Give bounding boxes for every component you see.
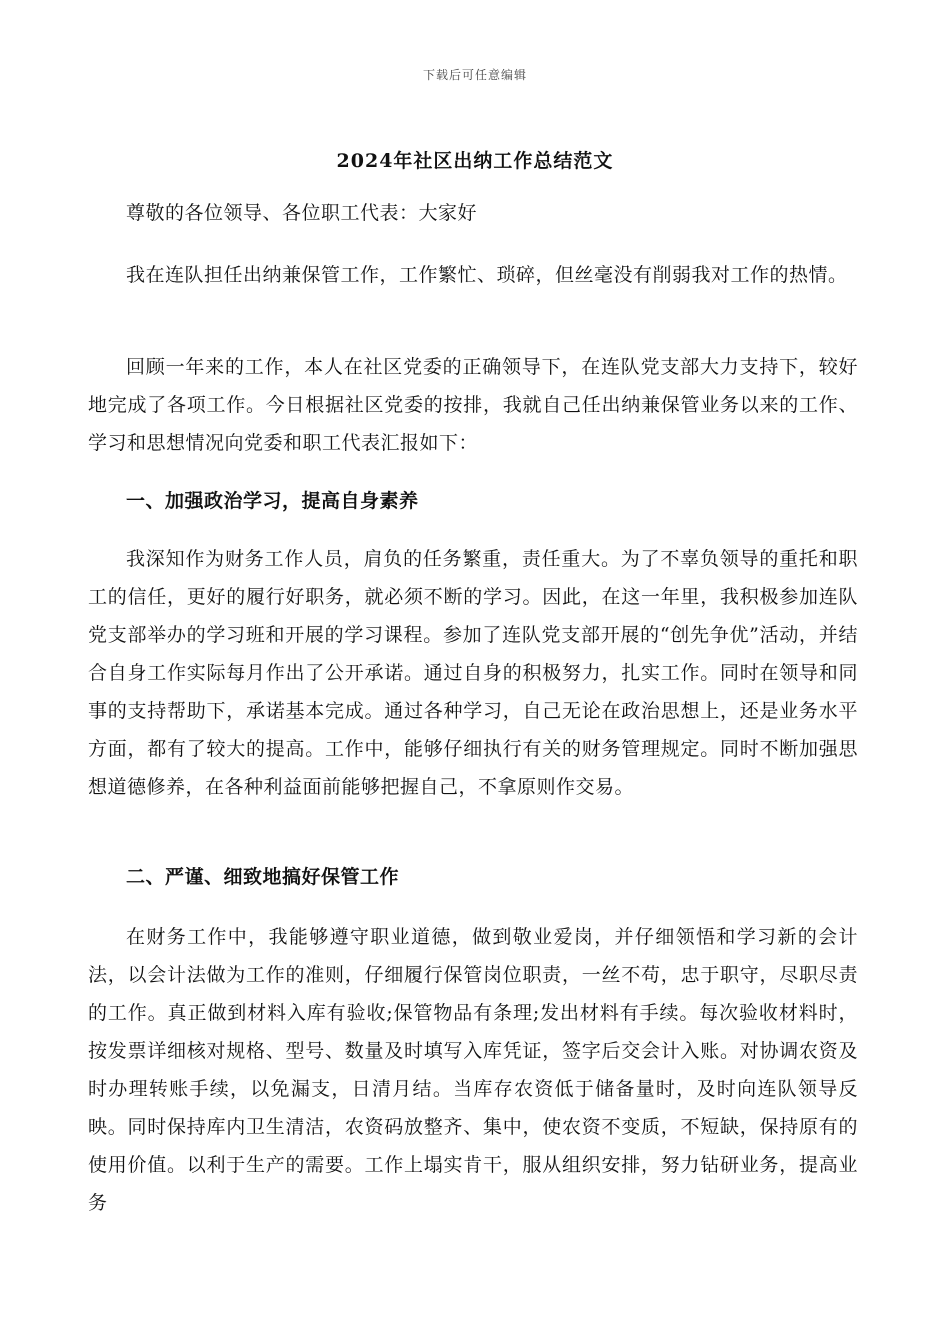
section-heading-1: 一、加强政治学习，提高自身素养 bbox=[126, 490, 419, 512]
document-title: 2024年社区出纳工作总结范文 bbox=[336, 150, 614, 172]
paragraph-custody-work: 在财务工作中，我能够遵守职业道德，做到敬业爱岗，并仔细领悟和学习新的会计法，以会计法做为工作的准则，仔细履行保管岗位职责，一丝不苟，忠于职守，尽职尽责的工作。真正做到材料入库有验收;保管物品有条理;发出材料有手续。每次验收材料时，按发票详细核对规格、型号、数量及时填写入库凭证，签字后交会计入账。对协调农资及时办理转账手续，以免漏支，日清月结。当库存农资低于储备量时，及时向连队领导反映。同时保持库内卫生清洁，农资码放整齐、集中，使农资不变质，不短缺，保持原有的使用价值。以利于生产的需要。工作上塌实肯干，服从组织安排，努力钻研业务，提高业务 bbox=[88, 926, 858, 1214]
paragraph-review: 回顾一年来的工作，本人在社区党委的正确领导下，在连队党支部大力支持下，较好地完成了各项工作。今日根据社区党委的按排，我就自己任出纳兼保管业务以来的工作、学习和思想情况向党委和职工代表汇报如下： bbox=[88, 356, 858, 454]
header-note: 下载后可任意编辑 bbox=[422, 68, 527, 82]
salutation: 尊敬的各位领导、各位职工代表：大家好 bbox=[126, 202, 478, 224]
paragraph-intro: 我在连队担任出纳兼保管工作，工作繁忙、琐碎，但丝毫没有削弱我对工作的热情。 bbox=[126, 264, 848, 286]
section-heading-2: 二、严谨、细致地搞好保管工作 bbox=[126, 866, 400, 888]
paragraph-political-study: 我深知作为财务工作人员，肩负的任务繁重，责任重大。为了不辜负领导的重托和职工的信任，更好的履行好职务，就必须不断的学习。因此，在这一年里，我积极参加连队党支部举办的学习班和开展的学习课程。参加了连队党支部开展的“创先争优”活动，并结合自身工作实际每月作出了公开承诺。通过自身的积极努力，扎实工作。同时在领导和同事的支持帮助下，承诺基本完成。通过各种学习，自己无论在政治思想上，还是业务水平方面，都有了较大的提高。工作中，能够仔细执行有关的财务管理规定。同时不断加强思想道德修养，在各种利益面前能够把握自己，不拿原则作交易。 bbox=[88, 548, 858, 798]
